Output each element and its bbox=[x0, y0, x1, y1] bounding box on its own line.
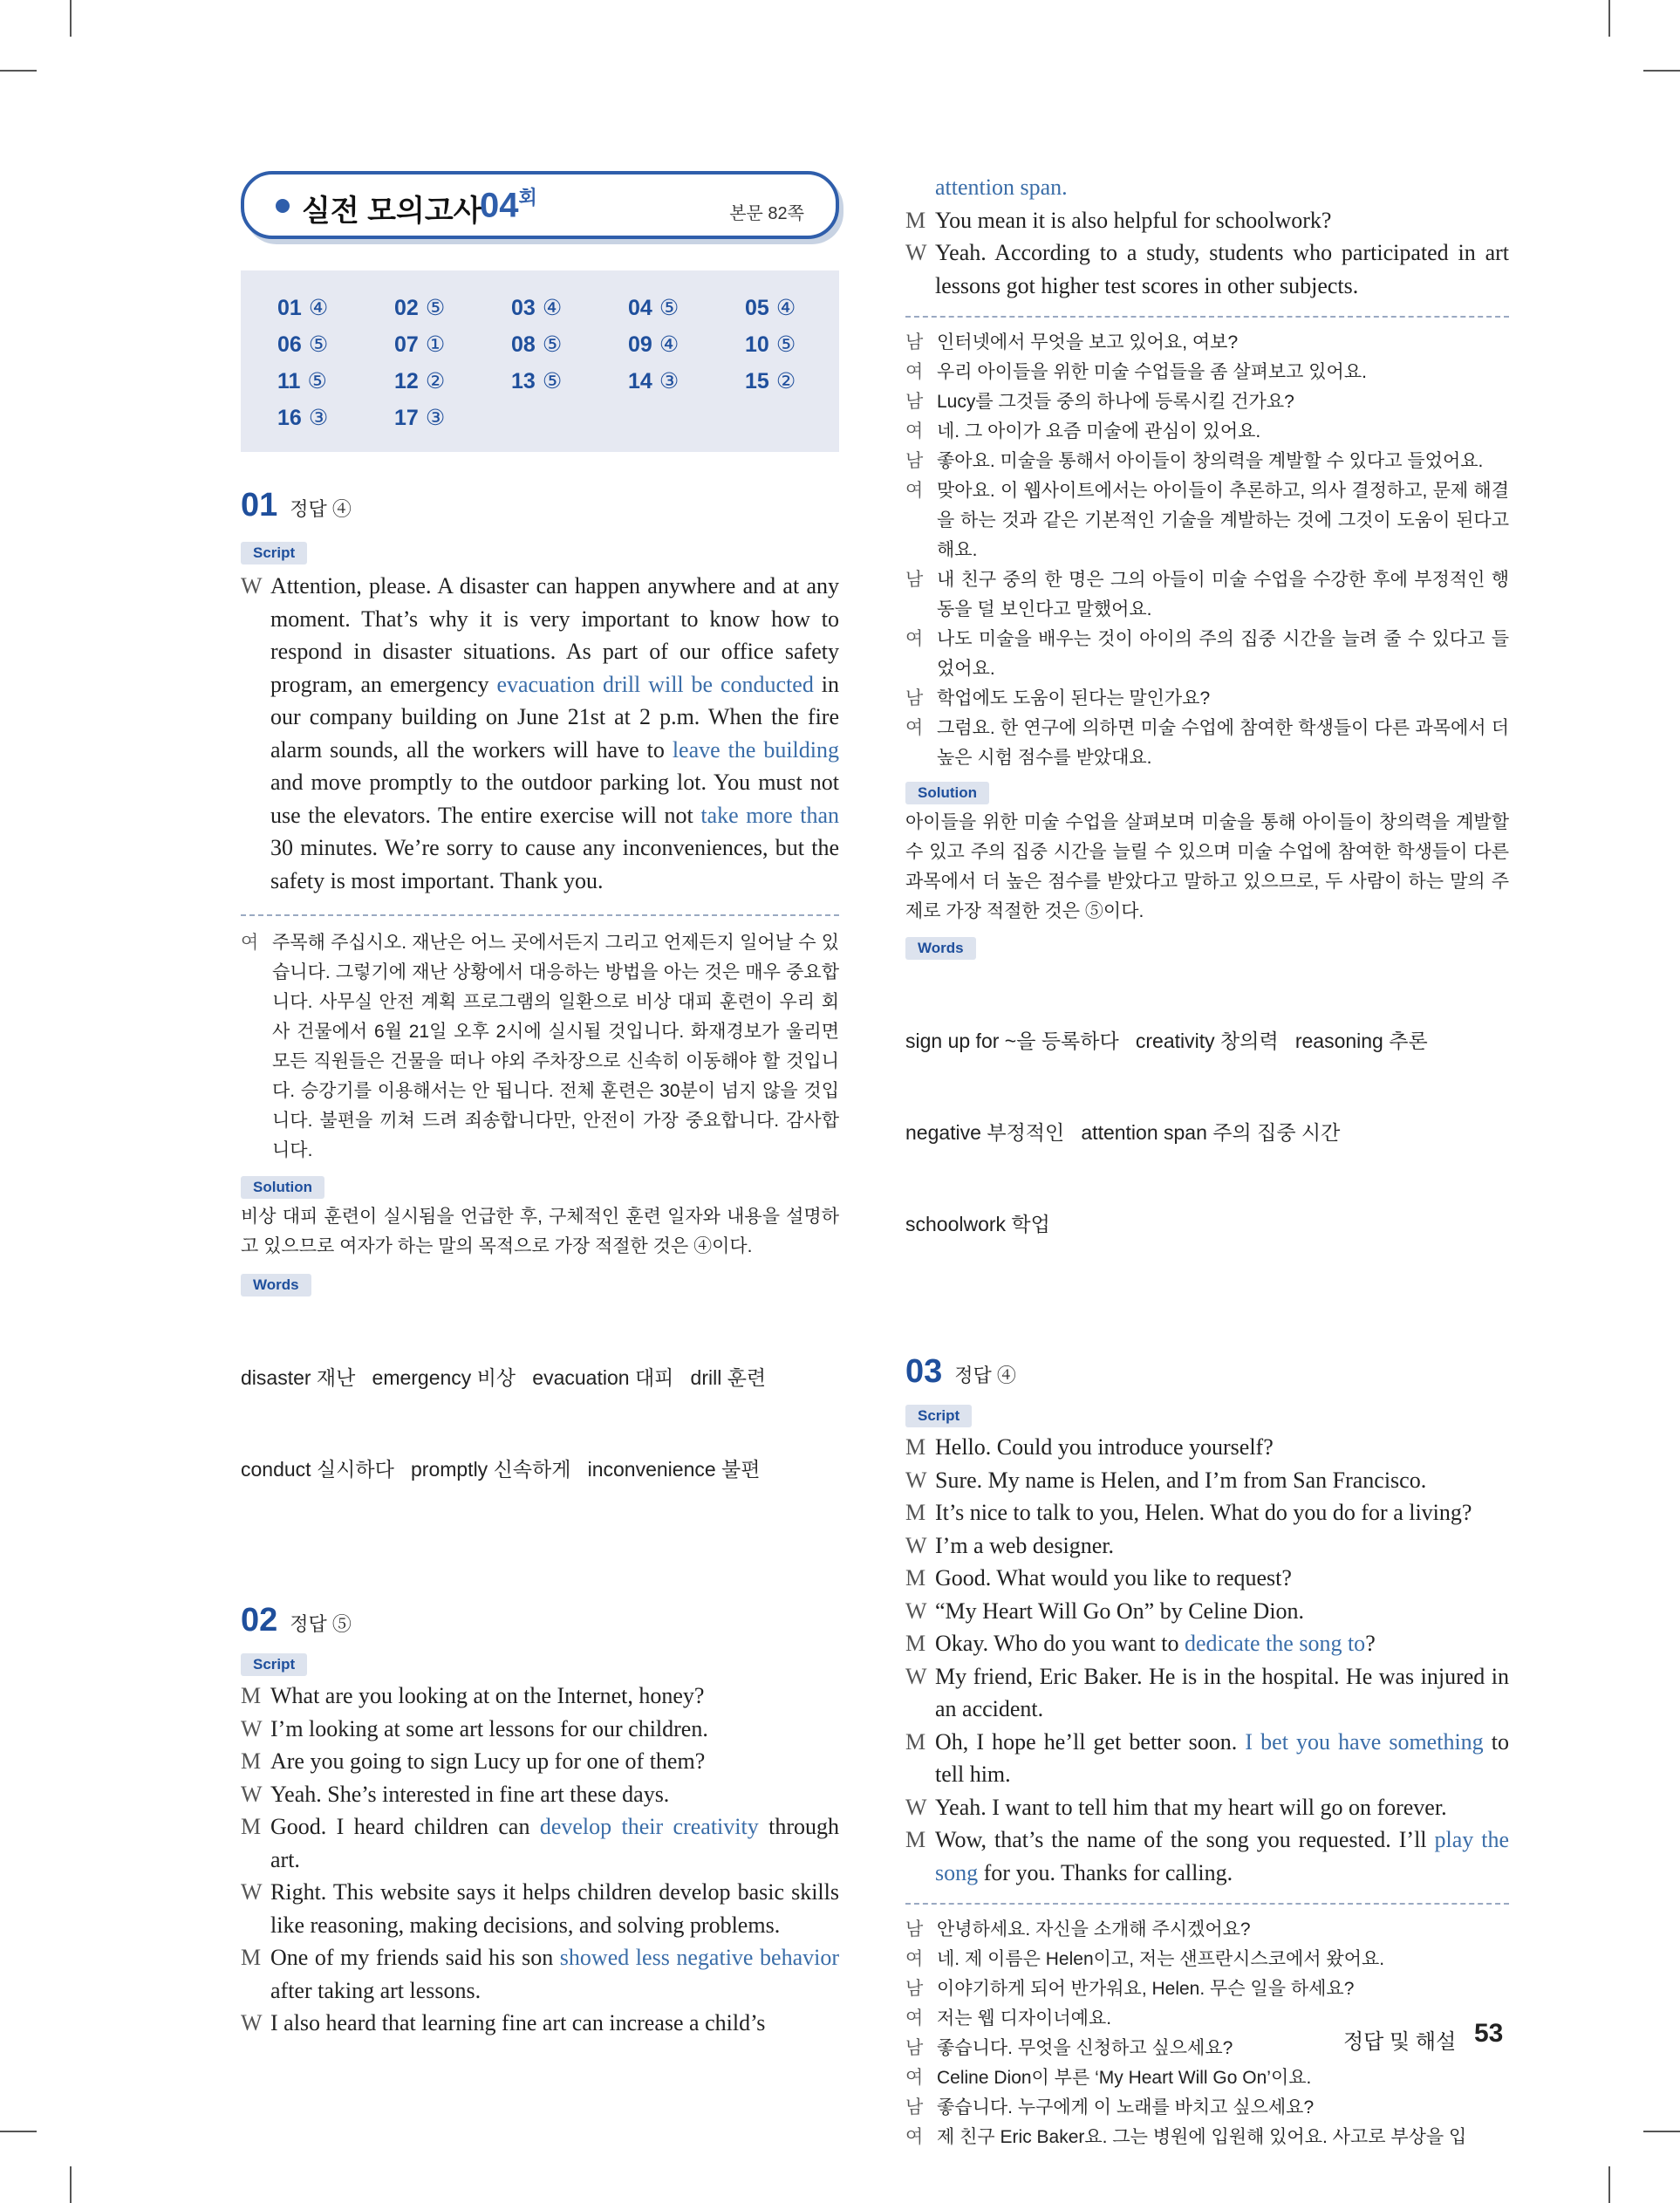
script-paragraph bbox=[241, 570, 839, 897]
dialog-text bbox=[935, 1631, 1376, 1656]
script-text bbox=[270, 573, 839, 893]
text-run: Are you going to sign Lucy up for one of them? bbox=[270, 1748, 706, 1774]
right-column bbox=[905, 171, 1509, 2152]
answer-cell bbox=[475, 332, 591, 358]
vocabulary-list bbox=[905, 965, 1509, 1301]
dialog-text bbox=[935, 1565, 1292, 1591]
highlighted-phrase: take more than bbox=[700, 802, 840, 828]
section-title: 실전 모의고사 bbox=[302, 195, 482, 228]
dialog-line bbox=[905, 1496, 1509, 1529]
crop-mark bbox=[1608, 2166, 1610, 2203]
korean-text: 네. 제 이름은 Helen이고, 저는 샌프란시스코에서 왔어요. bbox=[937, 1949, 1385, 1969]
section-title-box bbox=[241, 171, 839, 239]
text-run: Wow, that’s the name of the song you requested. I’ll bbox=[935, 1827, 1435, 1852]
speaker-label: 여 bbox=[905, 2008, 924, 2029]
dialog-line bbox=[241, 1778, 839, 1811]
korean-text: Celine Dion이 부른 ‘My Heart Will Go On’이요. bbox=[937, 2068, 1312, 2088]
speaker-label: M bbox=[241, 1814, 262, 1839]
answer-question-number: 16 bbox=[277, 406, 302, 430]
text-run: “My Heart Will Go On” by Celine Dion. bbox=[935, 1598, 1305, 1624]
dialog-line bbox=[241, 1680, 839, 1713]
dialog-text bbox=[935, 1729, 1509, 1788]
korean-text: 제 친구 Eric Baker요. 그는 병원에 입원해 있어요. 사고로 부상을 입 bbox=[937, 2127, 1467, 2147]
dialog-line bbox=[241, 1713, 839, 1746]
speaker-label: W bbox=[241, 1781, 263, 1807]
text-run: Oh, I hope he’ll get better soon. bbox=[935, 1728, 1246, 1755]
dashed-divider bbox=[241, 914, 839, 916]
answer-question-number: 05 bbox=[745, 296, 769, 320]
korean-dialog bbox=[905, 328, 1509, 773]
answer-question-number: 13 bbox=[511, 369, 536, 393]
answer-cell bbox=[358, 368, 475, 394]
solution-label: Solution bbox=[241, 1176, 324, 1199]
answer-cell bbox=[241, 332, 358, 358]
dialog-line bbox=[905, 1627, 1509, 1660]
speaker-label: M bbox=[905, 1565, 926, 1591]
dialog-text bbox=[270, 1716, 708, 1741]
dialog-text bbox=[935, 1598, 1304, 1624]
answer-cell bbox=[475, 295, 591, 321]
text-run: What are you looking at on the Internet, honey? bbox=[270, 1683, 705, 1708]
crop-mark bbox=[70, 0, 72, 37]
answer-choice: ④ bbox=[542, 296, 563, 320]
highlighted-phrase: I bet you have something bbox=[1245, 1728, 1484, 1755]
answer-choice: ⑤ bbox=[308, 332, 329, 357]
speaker-label: 여 bbox=[905, 718, 924, 738]
korean-text: Lucy를 그것들 중의 하나에 등록시킬 건가요? bbox=[937, 392, 1294, 412]
speaker-label: M bbox=[905, 1728, 926, 1755]
dialog-text bbox=[935, 1434, 1274, 1460]
speaker-label: 여 bbox=[905, 2127, 924, 2147]
answer-question-number: 01 bbox=[277, 296, 302, 320]
korean-text: 내 친구 중의 한 명은 그의 아들이 미술 수업을 수강한 후에 부정적인 행동을 덜 보인다고 말했어요. bbox=[937, 570, 1509, 619]
answer-question-number: 02 bbox=[394, 296, 419, 320]
text-run: Yeah. She’s interested in fine art these days. bbox=[270, 1781, 670, 1807]
test-number-suffix: 회 bbox=[518, 187, 537, 209]
answer-key-grid bbox=[241, 270, 839, 452]
answer-choice: ③ bbox=[659, 369, 680, 393]
question-header bbox=[241, 487, 839, 524]
text-run: through art. bbox=[270, 1814, 839, 1872]
korean-line bbox=[905, 447, 1509, 476]
answer-choice: ④ bbox=[659, 332, 680, 357]
left-column bbox=[241, 171, 839, 2040]
korean-line bbox=[905, 625, 1509, 684]
question-02 bbox=[241, 1602, 839, 2040]
page-reference: 본문 82쪽 bbox=[729, 204, 804, 223]
korean-text: 맞아요. 이 웹사이트에서는 아이들이 추론하고, 의사 결정하고, 문제 해결을 하는 것과 같은 기본적인 기술을 계발하는 것에 그것이 도움이 된다고 해요. bbox=[937, 481, 1509, 560]
speaker-label: 남 bbox=[905, 1919, 924, 1940]
korean-line bbox=[905, 358, 1509, 387]
question-number: 01 bbox=[241, 487, 278, 523]
vocabulary-line: sign up for ~을 등록하다 creativity 창의력 reasoning 추론 bbox=[905, 1030, 1428, 1052]
answer-cell bbox=[358, 332, 475, 358]
text-run: Yeah. According to a study, students who participated in art lessons got higher test scores in other subjects. bbox=[935, 240, 1509, 298]
vocabulary-line: conduct 실시하다 promptly 신속하게 inconvenience 불편 bbox=[241, 1458, 761, 1481]
answer-choice: ④ bbox=[308, 296, 329, 320]
dialog-text bbox=[270, 1748, 705, 1774]
korean-text: 우리 아이들을 위한 미술 수업들을 좀 살펴보고 있어요. bbox=[937, 362, 1367, 382]
dialog-text bbox=[270, 1683, 704, 1708]
korean-translation bbox=[241, 928, 839, 1166]
dialog-line bbox=[905, 1660, 1509, 1726]
korean-text: 좋습니다. 무엇을 신청하고 싶으세요? bbox=[937, 2038, 1233, 2058]
answer-cell bbox=[241, 405, 358, 431]
speaker-label: W bbox=[241, 1715, 263, 1741]
test-number bbox=[480, 183, 537, 225]
speaker-label: W bbox=[905, 1532, 927, 1558]
bullet-icon bbox=[276, 199, 290, 213]
answer-question-number: 15 bbox=[745, 369, 769, 393]
speaker-label: M bbox=[905, 1827, 926, 1852]
korean-line bbox=[905, 684, 1509, 714]
answer-choice: ④ bbox=[775, 296, 796, 320]
page-number: 53 bbox=[1474, 2019, 1504, 2048]
answer-question-number: 10 bbox=[745, 332, 769, 357]
answer-choice: ⑤ bbox=[775, 332, 796, 357]
answer-row bbox=[241, 290, 839, 326]
answer-cell bbox=[241, 295, 358, 321]
speaker-label: W bbox=[905, 1598, 927, 1624]
korean-text: 나도 미술을 배우는 것이 아이의 주의 집중 시간을 늘려 줄 수 있다고 들었어요. bbox=[937, 629, 1509, 679]
text-run: in our company building on June 21st at 2 p.m. When the fire alarm sounds, all the workers will have to bbox=[270, 671, 839, 763]
speaker-label: M bbox=[905, 207, 926, 233]
korean-line bbox=[905, 476, 1509, 565]
korean-text: 인터넷에서 무엇을 보고 있어요, 여보? bbox=[937, 332, 1239, 352]
answer-choice: ⑤ bbox=[542, 369, 563, 393]
text-run: It’s nice to talk to you, Helen. What do you do for a living? bbox=[935, 1500, 1472, 1525]
korean-text: 좋아요. 미술을 통해서 아이들이 창의력을 계발할 수 있다고 들었어요. bbox=[937, 451, 1484, 471]
text-run: My friend, Eric Baker. He is in the hospital. He was injured in an accident. bbox=[935, 1663, 1509, 1721]
dialog-text bbox=[270, 2010, 765, 2035]
speaker-label: 남 bbox=[905, 688, 924, 708]
crop-mark bbox=[1608, 0, 1610, 37]
highlighted-phrase: attention span. bbox=[935, 174, 1068, 200]
answer-cell bbox=[591, 295, 708, 321]
dialog-text bbox=[935, 174, 1068, 200]
korean-line bbox=[905, 1974, 1509, 2004]
speaker-label: 여 bbox=[905, 421, 924, 441]
script-dialog-continued bbox=[905, 171, 1509, 302]
dialog-text bbox=[935, 1827, 1509, 1885]
speaker-label: 여 bbox=[905, 481, 924, 501]
dialog-text bbox=[935, 1664, 1509, 1722]
crop-mark bbox=[1643, 2131, 1680, 2132]
speaker-label: 남 bbox=[905, 1979, 924, 1999]
korean-text: 이야기하게 되어 반가워요, Helen. 무슨 일을 하세요? bbox=[937, 1979, 1355, 1999]
speaker-label: W bbox=[241, 573, 263, 599]
question-header bbox=[905, 1353, 1509, 1391]
dialog-line bbox=[241, 1745, 839, 1778]
dialog-line bbox=[905, 204, 1509, 237]
speaker-label: M bbox=[241, 1748, 262, 1774]
speaker-label: W bbox=[905, 240, 927, 265]
answer-cell bbox=[475, 368, 591, 394]
korean-line bbox=[905, 2063, 1509, 2093]
question-01 bbox=[241, 487, 839, 1546]
speaker-label: 남 bbox=[905, 332, 924, 352]
text-run: I’m a web designer. bbox=[935, 1532, 1115, 1558]
answer-choice: ③ bbox=[425, 406, 446, 430]
highlighted-phrase: develop their creativity bbox=[539, 1814, 759, 1839]
korean-text: 네. 그 아이가 요즘 미술에 관심이 있어요. bbox=[937, 421, 1261, 441]
speaker-label: W bbox=[241, 1879, 263, 1905]
script-dialog bbox=[241, 1680, 839, 2040]
dialog-line bbox=[905, 1562, 1509, 1595]
dialog-text bbox=[935, 240, 1509, 298]
answer-cell bbox=[708, 332, 825, 358]
dialog-text bbox=[270, 1782, 669, 1807]
question-answer: 정답 ⑤ bbox=[290, 1613, 352, 1635]
speaker-label: W bbox=[905, 1663, 927, 1689]
korean-line bbox=[905, 417, 1509, 447]
answer-cell bbox=[358, 295, 475, 321]
test-number-value: 04 bbox=[480, 186, 519, 225]
solution-text: 아이들을 위한 미술 수업을 살펴보며 미술을 통해 아이들이 창의력을 계발할 수 있고 주의 집중 시간을 늘릴 수 있으며 미술 수업에 참여한 학생들이 다른 과목에서 더 높은 점수를 받았다고 말하고 있으므로, 두 사람이 하는 말의 주제로 가장 적절한 것은 ⑤이다. bbox=[905, 812, 1509, 921]
answer-question-number: 06 bbox=[277, 332, 302, 357]
dialog-text bbox=[270, 1814, 839, 1872]
speaker-label: W bbox=[905, 1467, 927, 1493]
answer-cell bbox=[708, 368, 825, 394]
answer-question-number: 04 bbox=[628, 296, 652, 320]
speaker-label: M bbox=[905, 1631, 926, 1656]
answer-question-number: 09 bbox=[628, 332, 652, 357]
speaker-label: 여 bbox=[905, 1949, 924, 1969]
crop-mark bbox=[0, 2131, 37, 2132]
highlighted-phrase: showed less negative behavior bbox=[559, 1945, 839, 1970]
answer-row bbox=[241, 400, 839, 436]
speaker-label: 남 bbox=[905, 392, 924, 412]
answer-choice: ⑤ bbox=[542, 332, 563, 357]
answer-cell bbox=[708, 295, 825, 321]
answer-row bbox=[241, 363, 839, 400]
answer-question-number: 11 bbox=[277, 369, 301, 393]
dialog-line bbox=[905, 1431, 1509, 1464]
text-run: Good. I heard children can bbox=[270, 1814, 540, 1839]
answer-question-number: 08 bbox=[511, 332, 536, 357]
answer-cell bbox=[591, 332, 708, 358]
speaker-label: W bbox=[905, 1794, 927, 1820]
dialog-text bbox=[935, 1468, 1426, 1493]
speaker-label: 여 bbox=[905, 629, 924, 649]
answer-choice: ① bbox=[425, 332, 446, 357]
footer-label: 정답 및 해설 bbox=[1343, 2030, 1457, 2054]
highlighted-phrase: play the song bbox=[935, 1827, 1509, 1885]
dialog-line bbox=[905, 1529, 1509, 1563]
highlighted-phrase: dedicate the song to bbox=[1184, 1631, 1366, 1656]
dialog-line bbox=[905, 1791, 1509, 1824]
highlighted-phrase: evacuation drill will be conducted bbox=[496, 671, 814, 697]
dialog-text bbox=[935, 1795, 1447, 1820]
dialog-text bbox=[935, 1533, 1114, 1558]
answer-cell bbox=[241, 368, 358, 394]
answer-choice: ② bbox=[425, 369, 446, 393]
answer-cell bbox=[358, 405, 475, 431]
vocabulary-line: negative 부정적인 attention span 주의 집중 시간 bbox=[905, 1121, 1341, 1144]
answer-choice: ⑤ bbox=[659, 296, 680, 320]
vocabulary-list bbox=[241, 1302, 839, 1546]
text-run: to tell him. bbox=[935, 1728, 1509, 1787]
question-number: 03 bbox=[905, 1353, 943, 1390]
speaker-label: 여 bbox=[905, 2068, 924, 2088]
text-run: ? bbox=[1365, 1631, 1376, 1656]
text-run: and move promptly to the outdoor parking lot. You must not use the elevators. The entire exercise will not bbox=[270, 770, 839, 828]
vocabulary-line: schoolwork 학업 bbox=[905, 1213, 1050, 1235]
crop-mark bbox=[0, 70, 37, 72]
korean-text: 저는 웹 디자이너예요. bbox=[937, 2008, 1112, 2029]
answer-question-number: 07 bbox=[394, 332, 419, 357]
speaker-label: 남 bbox=[905, 2097, 924, 2117]
dialog-line bbox=[241, 2007, 839, 2040]
script-dialog bbox=[905, 1431, 1509, 1889]
korean-line bbox=[905, 565, 1509, 625]
speaker-label: M bbox=[241, 1683, 262, 1708]
dialog-text bbox=[935, 208, 1331, 233]
text-run: 30 minutes. We’re sorry to cause any inconveniences, but the safety is most important. Thank you. bbox=[270, 835, 839, 893]
dialog-line bbox=[905, 1464, 1509, 1497]
speaker-label: 남 bbox=[905, 451, 924, 471]
answer-question-number: 17 bbox=[394, 406, 419, 430]
crop-mark bbox=[1643, 70, 1680, 72]
answer-choice: ③ bbox=[308, 406, 329, 430]
question-number: 02 bbox=[241, 1602, 278, 1639]
text-run: Right. This website says it helps children develop basic skills like reasoning, making decisions, and solving problems. bbox=[270, 1879, 839, 1938]
highlighted-phrase: leave the building bbox=[672, 736, 839, 763]
answer-question-number: 12 bbox=[394, 369, 419, 393]
dialog-line bbox=[905, 236, 1509, 302]
korean-line bbox=[905, 2123, 1509, 2152]
speaker-label: W bbox=[241, 2010, 263, 2035]
korean-line bbox=[905, 387, 1509, 417]
speaker-label: M bbox=[241, 1945, 262, 1970]
speaker-label: M bbox=[905, 1500, 926, 1525]
crop-mark bbox=[70, 2166, 72, 2203]
korean-line bbox=[905, 1915, 1509, 1945]
dialog-line bbox=[241, 1810, 839, 1876]
answer-row bbox=[241, 326, 839, 363]
text-run: Hello. Could you introduce yourself? bbox=[935, 1434, 1274, 1460]
dashed-divider bbox=[905, 316, 1509, 318]
dialog-line bbox=[905, 171, 1509, 204]
text-run: You mean it is also helpful for schoolwork? bbox=[935, 207, 1332, 233]
text-run: after taking art lessons. bbox=[270, 1977, 481, 2003]
answer-cell bbox=[591, 368, 708, 394]
dialog-text bbox=[935, 1500, 1472, 1525]
dialog-text bbox=[270, 1879, 839, 1938]
script-label: Script bbox=[241, 1653, 307, 1676]
korean-text: 안녕하세요. 자신을 소개해 주시겠어요? bbox=[937, 1919, 1251, 1940]
text-run: Yeah. I want to tell him that my heart will go on forever. bbox=[935, 1794, 1447, 1820]
answer-question-number: 03 bbox=[511, 296, 536, 320]
speaker-label: 남 bbox=[905, 570, 924, 590]
text-run: for you. Thanks for calling. bbox=[978, 1859, 1233, 1885]
dialog-line bbox=[241, 1876, 839, 1941]
text-run: Okay. Who do you want to bbox=[935, 1631, 1185, 1656]
korean-text: 좋습니다. 누구에게 이 노래를 바치고 싶으세요? bbox=[937, 2097, 1315, 2117]
dialog-line bbox=[905, 1595, 1509, 1628]
speaker-label: 여 bbox=[241, 933, 259, 953]
dialog-text bbox=[270, 1945, 839, 2003]
words-label: Words bbox=[241, 1274, 311, 1296]
text-run: Sure. My name is Helen, and I’m from San Francisco. bbox=[935, 1467, 1427, 1493]
korean-line bbox=[905, 714, 1509, 773]
dialog-line bbox=[905, 1726, 1509, 1791]
dialog-line bbox=[241, 1941, 839, 2007]
question-header bbox=[241, 1602, 839, 1639]
korean-text: 그럼요. 한 연구에 의하면 미술 수업에 참여한 학생들이 다른 과목에서 더 높은 시험 점수를 받았대요. bbox=[937, 718, 1509, 768]
solution-label: Solution bbox=[905, 782, 989, 804]
question-answer: 정답 ④ bbox=[954, 1365, 1016, 1386]
script-label: Script bbox=[905, 1405, 972, 1427]
text-run: One of my friends said his son bbox=[270, 1945, 560, 1970]
translation-text: 주목해 주십시오. 재난은 어느 곳에서든지 그리고 언제든지 일어날 수 있습니다. 그렇기에 재난 상황에서 대응하는 방법을 아는 것은 매우 중요합니다. 사무실 안전 계획 프로그램의 일환으로 비상 대피 훈련이 우리 회사 건물에서 6월 21일 오후 2시에 실시될 것입니다. 화재경보가 울리면 모든 직원들은 건물을 떠나 야외 주차장으로 신속히 이동해야 할 것입니다. 승강기를 이용해서는 안 됩니다. 전체 훈련은 30분이 넘지 않을 것입니다. 불편을 끼쳐 드려 죄송합니다만, 안전이 가장 중요합니다. 감사합니다. bbox=[272, 933, 839, 1160]
vocabulary-line: disaster 재난 emergency 비상 evacuation 대피 drill 훈련 bbox=[241, 1366, 767, 1389]
text-run: I’m looking at some art lessons for our children. bbox=[270, 1715, 708, 1741]
korean-line bbox=[905, 2093, 1509, 2123]
speaker-label: 여 bbox=[905, 362, 924, 382]
solution-text: 비상 대피 훈련이 실시됨을 언급한 후, 구체적인 훈련 일자와 내용을 설명하고 있으므로 여자가 하는 말의 목적으로 가장 적절한 것은 ④이다. bbox=[241, 1207, 839, 1256]
words-label: Words bbox=[905, 937, 976, 960]
answer-choice: ⑤ bbox=[307, 369, 327, 393]
speaker-label: M bbox=[905, 1434, 926, 1460]
text-run: I also heard that learning fine art can increase a child’s bbox=[270, 2010, 766, 2035]
korean-line bbox=[905, 1945, 1509, 1974]
text-run: Attention, please. A disaster can happen anywhere and at any moment. That’s why it is very important to know how to respond in disaster situations. As part of our office safety program, an emergency bbox=[270, 573, 839, 697]
answer-question-number: 14 bbox=[628, 369, 652, 393]
dialog-line bbox=[905, 1823, 1509, 1889]
script-label: Script bbox=[241, 542, 307, 564]
korean-text: 학업에도 도움이 된다는 말인가요? bbox=[937, 688, 1211, 708]
answer-choice: ⑤ bbox=[425, 296, 446, 320]
answer-choice: ② bbox=[775, 369, 796, 393]
korean-line bbox=[905, 328, 1509, 358]
text-run: Good. What would you like to request? bbox=[935, 1565, 1292, 1591]
speaker-label: 남 bbox=[905, 2038, 924, 2058]
question-answer: 정답 ④ bbox=[290, 498, 352, 520]
dashed-divider bbox=[905, 1903, 1509, 1905]
